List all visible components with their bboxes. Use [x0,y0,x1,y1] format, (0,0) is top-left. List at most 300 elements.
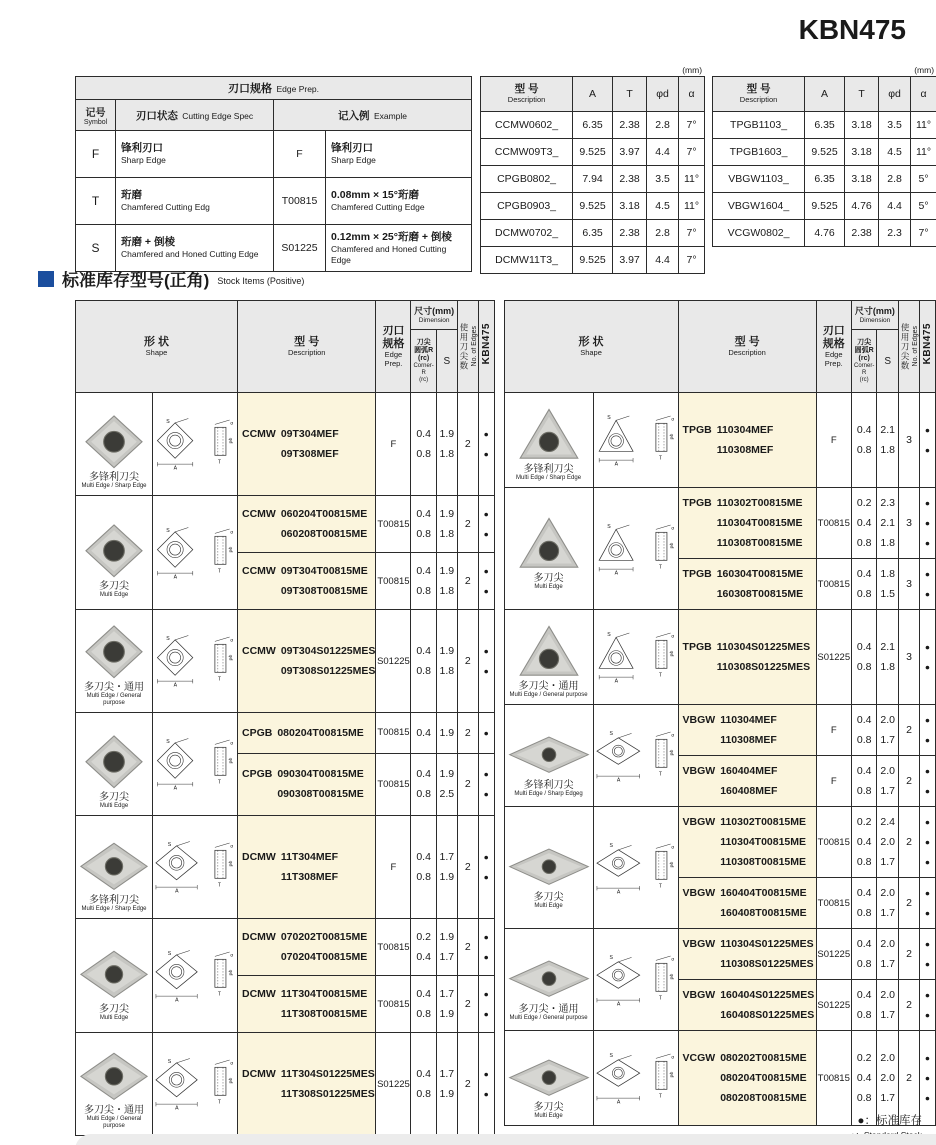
edge-prep-row [76,131,472,178]
phid-cell: 4.4 [879,193,911,220]
t-cell: 3.18 [845,112,879,139]
svg-text:α: α [230,741,234,747]
model-cell: VBGW 160404S01225MES 160408S01225MES [678,980,816,1031]
spec-header-row [713,77,936,112]
stock-cell: ● ● [478,393,494,496]
model-cell: VBGW 110304MEF 110308MEF [678,705,816,756]
insert-photo-icon [78,839,150,892]
corner-r-cell: 0.4 0.8 [411,553,436,610]
stock-table-header [504,301,935,393]
svg-text:S: S [609,1053,613,1060]
insert-drawing-icon [594,522,678,575]
model-cell: VCGW0802_ [713,220,805,247]
svg-text:S: S [609,842,613,849]
a-cell: 6.35 [573,220,613,247]
col-description: 型 号 Description [713,77,805,112]
edge-prep-cell: S01225 [376,610,411,713]
edges-cell: 3 [899,559,920,610]
stock-cell: ● ● [478,610,494,713]
insert-drawing-icon [594,953,678,1006]
insert-photo-icon [518,514,580,570]
insert-drawing-icon [594,729,678,782]
col-description: 型 号 Description [238,301,376,393]
shape-photo-cell [504,705,593,807]
corner-r-cell: 0.4 0.8 [851,559,877,610]
edge-prep-cell: S01225 [376,1033,411,1136]
svg-text:φd: φd [668,749,674,756]
svg-text:S: S [606,415,611,422]
shape-drawing-cell [593,610,678,705]
spec-table-header [481,77,705,112]
shape-photo-cell [76,816,153,919]
alpha-cell: 11° [679,193,705,220]
model-cell: TPGB1103_ [713,112,805,139]
corner-r-cell: 0.4 0.8 [851,756,877,807]
a-cell: 9.525 [573,247,613,274]
s-cell: 1.9 1.8 [436,553,457,610]
shape-caption: 多锋利刀尖 Multi Edge / Sharp Edge [81,472,147,490]
corner-r-cell: 0.4 0.8 [411,1033,436,1136]
corner-r-cell: 0.4 0.8 [411,753,436,815]
model-cell: DCMW11T3_ [481,247,573,274]
col-shape: 形 状 Shape [504,301,678,393]
edge-prep-title-row [76,77,472,100]
alpha-cell: 7° [679,139,705,166]
s-cell: 1.8 1.5 [877,559,899,610]
insert-photo-icon [83,623,145,679]
svg-text:φd: φd [668,651,674,657]
col-t: T [613,77,647,112]
symbol-cell: F [76,131,116,178]
svg-text:φd: φd [668,973,674,980]
svg-text:A: A [175,1105,179,1111]
spec-row [481,247,705,274]
corner-r-cell: 0.4 0.8 [851,393,877,488]
unit-label: (mm) [914,65,935,75]
stock-table-body [76,393,495,1136]
insert-drawing-icon [153,949,237,1002]
alpha-cell: 7° [679,112,705,139]
edges-cell: 2 [899,705,920,756]
edges-cell: 2 [457,713,478,754]
stock-row [76,713,495,754]
shape-photo-cell [76,919,153,1033]
dimension-tables [480,64,936,274]
spec-row [481,193,705,220]
model-cell: VBGW 160404T00815ME 160408T00815ME [678,878,816,929]
col-example: 记入例 Example [274,100,472,131]
col-corner-r: 刀尖 圆弧R (rc) Corner-R (rc) [851,330,877,393]
stock-cell: ● ● [478,496,494,553]
corner-r-cell: 0.4 0.8 [851,929,877,980]
stock-cell: ● ● [478,553,494,610]
svg-text:α: α [670,417,674,423]
shape-drawing-cell [153,919,238,1033]
svg-text:T: T [217,779,221,786]
t-cell: 2.38 [613,112,647,139]
corner-r-cell: 0.4 0.8 [411,496,436,553]
edge-prep-cell: F [816,756,851,807]
shape-photo-cell [76,713,153,816]
svg-text:A: A [616,1001,620,1007]
edge-prep-cell: T00815 [816,878,851,929]
corner-r-cell: 0.2 0.4 0.8 [851,1031,877,1126]
col-shape: 形 状 Shape [76,301,238,393]
edge-prep-cell: T00815 [816,559,851,610]
svg-text:φd: φd [668,434,674,440]
model-cell: VBGW1604_ [713,193,805,220]
svg-text:α: α [670,845,674,851]
svg-text:A: A [173,465,178,471]
phid-cell: 2.8 [647,220,679,247]
page-title: KBN475 [798,14,906,45]
stock-cell: ● ● [920,878,936,929]
svg-text:T: T [658,995,662,1002]
col-corner-r: 刀尖 圆弧R (rc) Corner-R (rc) [411,330,436,393]
top-tables [75,64,936,274]
insert-photo-icon [83,522,145,578]
svg-text:α: α [230,638,234,644]
stock-cell: ● ● ● [920,488,936,559]
insert-photo-icon [507,845,591,888]
t-cell: 4.76 [845,193,879,220]
insert-photo-icon [78,947,150,1000]
insert-photo-icon [78,1049,150,1102]
edge-prep-cell: T00815 [376,753,411,815]
edge-prep-title-en: Edge Prep. [276,84,320,94]
model-cell: CPGB0903_ [481,193,573,220]
shape-drawing-cell [593,705,678,807]
spec-row [713,220,936,247]
example-cell: 锋利刃口 Sharp Edge [326,131,472,178]
col-edge-prep: 刃口规格 Edge Prep. [816,301,851,393]
edge-prep-cell: T00815 [376,713,411,754]
section-subtitle: Stock Items (Positive) [217,276,305,286]
edge-prep-cell: S01225 [816,929,851,980]
phid-cell: 4.4 [647,139,679,166]
model-cell: TPGB1603_ [713,139,805,166]
svg-text:A: A [614,570,618,576]
example-code-cell: T00815 [274,178,326,225]
alpha-cell: 5° [911,166,936,193]
shape-photo-cell [504,488,593,610]
shape-caption: 多刀尖・通用 Multi Edge / General purpose [509,1003,588,1021]
stock-header-row-1 [504,301,935,330]
edges-cell: 2 [457,816,478,919]
spec-table-body [481,112,705,274]
example-code-cell: S01225 [274,225,326,272]
stock-cell: ● ● [920,929,936,980]
edges-cell: 2 [457,496,478,553]
stock-row [76,919,495,976]
model-cell: VBGW1103_ [713,166,805,193]
corner-r-cell: 0.4 0.8 [851,705,877,756]
a-cell: 9.525 [805,139,845,166]
phid-cell: 2.8 [647,112,679,139]
edge-prep-cell: T00815 [816,1031,851,1126]
s-cell: 2.0 2.0 1.7 [877,1031,899,1126]
svg-text:T: T [658,1093,662,1100]
spec-table-body [713,112,936,247]
dimension-table-1 [480,64,704,274]
corner-r-cell: 0.4 0.8 [411,816,436,919]
shape-drawing-cell [593,488,678,610]
edge-prep-cell: T00815 [376,976,411,1033]
shape-photo-cell [504,929,593,1031]
a-cell: 4.76 [805,220,845,247]
corner-r-cell: 0.2 0.4 [411,919,436,976]
svg-text:α: α [230,1061,234,1067]
svg-text:φd: φd [227,546,233,553]
s-cell: 2.0 1.7 [877,980,899,1031]
shape-caption: 多刀尖 Multi Edge [99,792,129,810]
s-cell: 2.3 2.1 1.8 [877,488,899,559]
insert-photo-icon [507,1056,591,1099]
svg-text:T: T [217,459,221,466]
model-cell: DCMW 11T304MEF 11T308MEF [238,816,376,919]
spec-cell: 珩磨 Chamfered Cutting Edg [116,178,274,225]
s-cell: 2.1 1.8 [877,610,899,705]
spec-cell: 锋利刃口 Sharp Edge [116,131,274,178]
svg-text:φd: φd [227,861,233,867]
edge-prep-cell: F [816,705,851,756]
shape-photo-cell [504,610,593,705]
alpha-cell: 11° [911,139,936,166]
model-cell: VCGW 080202T00815ME 080204T00815ME 080208T00815ME [678,1031,816,1126]
svg-text:A: A [616,889,620,895]
corner-r-cell: 0.4 0.8 [851,878,877,929]
edges-cell: 3 [899,488,920,559]
edge-prep-cell: T00815 [816,488,851,559]
model-cell: DCMW 11T304T00815ME 11T308T00815ME [238,976,376,1033]
a-cell: 6.35 [805,112,845,139]
unit-label: (mm) [682,65,703,75]
spec-row [713,112,936,139]
corner-r-cell: 0.4 0.8 [411,610,436,713]
stock-table-2 [504,300,936,1126]
s-cell: 2.1 1.8 [877,393,899,488]
shape-photo-cell [76,496,153,610]
shape-caption: 多锋利刀尖 Multi Edge / Sharp Edge [81,895,147,913]
s-cell: 2.4 2.0 1.7 [877,807,899,878]
stock-row [76,496,495,553]
shape-photo-cell [504,393,593,488]
svg-text:α: α [670,957,674,963]
spec-row [713,166,936,193]
s-cell: 1.7 1.9 [436,1033,457,1136]
svg-text:α: α [670,634,674,640]
stock-header-row-1 [76,301,495,330]
shape-caption: 多锋利刀尖 Multi Edge / Sharp Edgeg [514,779,583,797]
s-cell: 2.0 1.7 [877,929,899,980]
s-cell: 1.9 1.8 [436,393,457,496]
model-cell: TPGB 160304T00815ME 160308T00815ME [678,559,816,610]
stock-cell: ● ● ● [920,1031,936,1126]
phid-cell: 2.8 [879,166,911,193]
shape-photo-cell [504,807,593,929]
spec-header-row [481,77,705,112]
edges-cell: 2 [457,393,478,496]
insert-drawing-icon [153,840,237,893]
alpha-cell: 7° [679,220,705,247]
svg-text:α: α [230,421,234,427]
stock-row [76,393,495,496]
shape-drawing-cell [593,807,678,929]
edge-prep-row [76,225,472,272]
svg-text:φd: φd [227,758,233,764]
shape-caption: 多刀尖 Multi Edge [533,891,564,909]
section-bullet-icon [38,271,54,287]
t-cell: 2.38 [613,166,647,193]
col-spec: 刃口状态 Cutting Edge Spec [116,100,274,131]
stock-cell: ● ● [478,753,494,815]
svg-text:A: A [616,1099,620,1105]
svg-text:S: S [166,636,170,643]
edge-prep-cell: S01225 [816,610,851,705]
a-cell: 9.525 [805,193,845,220]
svg-text:T: T [217,991,221,998]
svg-text:φd: φd [227,969,233,976]
stock-cell: ● ● [478,816,494,919]
svg-text:A: A [175,997,179,1003]
col-phid: φd [879,77,911,112]
corner-r-cell: 0.2 0.4 0.8 [851,807,877,878]
model-cell: CCMW 060204T00815ME 060208T00815ME [238,496,376,553]
a-cell: 9.525 [573,193,613,220]
shape-drawing-cell [153,816,238,919]
s-cell: 1.9 1.8 [436,496,457,553]
svg-text:A: A [614,678,618,684]
col-a: A [805,77,845,112]
a-cell: 7.94 [573,166,613,193]
svg-text:φd: φd [227,1078,233,1084]
stock-table-body [504,393,935,1126]
edges-cell: 2 [899,756,920,807]
svg-text:S: S [606,632,611,639]
corner-r-cell: 0.4 0.8 [851,610,877,705]
t-cell: 3.18 [613,193,647,220]
shape-caption: 多锋利刀尖 Multi Edge / Sharp Edge [516,464,582,482]
model-cell: CCMW09T3_ [481,139,573,166]
stock-cell: ● ● [920,559,936,610]
insert-photo-icon [518,405,580,461]
shape-drawing-cell [593,393,678,488]
svg-text:α: α [670,1055,674,1061]
svg-text:T: T [217,882,221,889]
stock-row [504,488,935,559]
model-cell: TPGB 110304S01225MES 110308S01225MES [678,610,816,705]
stock-cell: ● ● [920,610,936,705]
svg-text:S: S [167,950,172,957]
t-cell: 3.18 [845,166,879,193]
svg-text:S: S [166,419,170,426]
svg-text:S: S [167,842,172,849]
insert-drawing-icon [594,1051,678,1104]
a-cell: 9.525 [573,139,613,166]
model-cell: TPGB 110302T00815ME 110304T00815ME 110308T00815ME [678,488,816,559]
edge-prep-table [75,76,472,272]
a-cell: 6.35 [805,166,845,193]
svg-text:A: A [173,682,178,688]
model-cell: CPGB 080204T00815ME [238,713,376,754]
shape-drawing-cell [153,393,238,496]
insert-photo-icon [518,622,580,678]
edge-prep-cell: T00815 [376,553,411,610]
alpha-cell: 7° [679,247,705,274]
shape-drawing-cell [153,496,238,610]
insert-photo-icon [83,733,145,789]
spec-row [713,139,936,166]
s-cell: 1.7 1.9 [436,816,457,919]
s-cell: 2.0 1.7 [877,756,899,807]
svg-text:T: T [217,568,221,575]
corner-r-cell: 0.4 0.8 [411,976,436,1033]
stock-row [504,393,935,488]
edges-cell: 2 [457,610,478,713]
stock-cell: ● ● [920,705,936,756]
svg-text:α: α [230,530,234,536]
symbol-cell: S [76,225,116,272]
example-cell: 0.12mm × 25°珩磨 + 倒棱 Chamfered and Honed Cutting Edge [326,225,472,272]
svg-text:T: T [658,883,662,890]
stock-cell: ● ● [478,976,494,1033]
edge-prep-title-zh: 刃口规格 [228,83,273,95]
stock-cell: ● ● [920,756,936,807]
shape-drawing-cell [593,1031,678,1126]
insert-drawing-icon [594,630,678,683]
corner-r-cell: 0.2 0.4 0.8 [851,488,877,559]
svg-text:φd: φd [668,1072,674,1078]
spec-row [481,112,705,139]
alpha-cell: 11° [911,112,936,139]
spec-row [481,220,705,247]
col-dimension: 尺寸(mm) Dimension [851,301,898,330]
shape-drawing-cell [593,929,678,1031]
s-cell: 1.9 2.5 [436,753,457,815]
shape-caption: 多刀尖 Multi Edge [533,572,564,590]
svg-text:S: S [606,523,611,530]
col-no-of-edges: 使用刀尖数 No. of Edges [457,301,478,393]
model-cell: CCMW0602_ [481,112,573,139]
model-cell: CPGB0802_ [481,166,573,193]
example-cell: 0.08mm × 15°珩磨 Chamfered Cutting Edge [326,178,472,225]
edge-prep-cell: T00815 [816,807,851,878]
col-a: A [573,77,613,112]
col-alpha: α [679,77,705,112]
example-code-cell: F [274,131,326,178]
model-cell: CCMW 09T304S01225MES 09T308S01225MES [238,610,376,713]
svg-text:S: S [609,954,613,961]
edge-prep-title [76,77,472,100]
stock-cell: ● [478,713,494,754]
stock-table-1 [75,300,495,1136]
col-symbol: 记号 Symbol [76,100,116,131]
svg-text:α: α [670,526,674,532]
insert-photo-icon [507,733,591,776]
section-title: 标准库存型号(正角) [62,271,210,290]
phid-cell: 4.5 [647,193,679,220]
svg-text:φd: φd [227,655,233,661]
edge-prep-cell: F [816,393,851,488]
spec-row [481,139,705,166]
edges-cell: 2 [899,929,920,980]
edges-cell: 3 [899,610,920,705]
edge-prep-row [76,178,472,225]
svg-text:A: A [616,777,620,783]
stock-row [504,610,935,705]
svg-text:T: T [658,672,662,679]
svg-text:S: S [167,1059,172,1066]
